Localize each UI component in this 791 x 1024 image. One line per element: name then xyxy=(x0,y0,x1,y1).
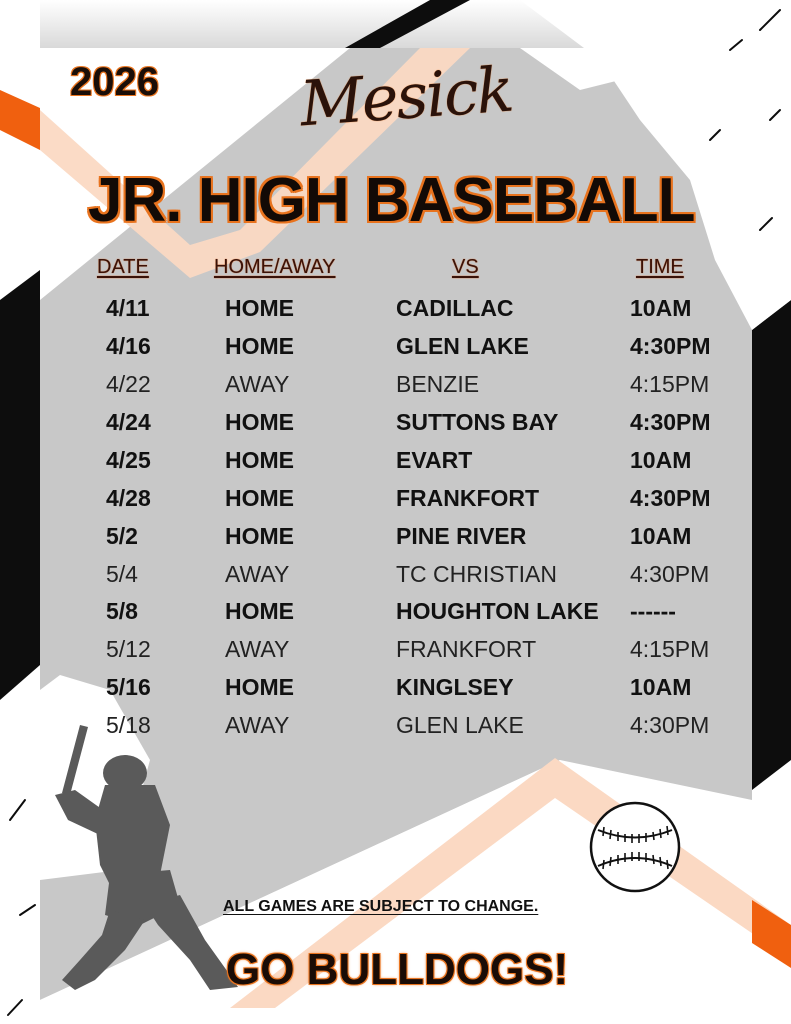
column-header-time: TIME xyxy=(636,256,684,278)
game-time: 4:15PM xyxy=(630,636,710,662)
column-header-date: DATE xyxy=(97,256,149,278)
game-time: 4:30PM xyxy=(630,333,711,359)
game-date: 4/24 xyxy=(106,409,151,435)
game-time: ------ xyxy=(630,598,676,624)
table-row xyxy=(0,295,791,333)
game-opponent: BENZIE xyxy=(396,371,480,397)
game-date: 4/22 xyxy=(106,371,151,397)
team-cheer: GO BULLDOGS! xyxy=(226,945,569,994)
schedule-disclaimer: ALL GAMES ARE SUBJECT TO CHANGE. xyxy=(223,898,539,915)
game-location: AWAY xyxy=(225,561,290,587)
table-row xyxy=(0,674,791,712)
game-date: 4/16 xyxy=(106,333,151,359)
table-row xyxy=(0,333,791,371)
table-row xyxy=(0,636,791,674)
game-time: 4:30PM xyxy=(630,485,711,511)
game-date: 5/16 xyxy=(106,674,151,700)
game-location: HOME xyxy=(225,523,294,549)
game-time: 10AM xyxy=(630,674,692,700)
game-opponent: GLEN LAKE xyxy=(396,712,524,738)
game-opponent: FRANKFORT xyxy=(396,485,540,511)
game-opponent: EVART xyxy=(396,447,473,473)
game-date: 5/2 xyxy=(106,523,138,549)
game-location: HOME xyxy=(225,598,294,624)
game-opponent: SUTTONS BAY xyxy=(396,409,559,435)
season-year: 2026 xyxy=(70,60,159,104)
game-time: 4:30PM xyxy=(630,712,710,738)
table-row xyxy=(0,485,791,523)
game-date: 4/25 xyxy=(106,447,151,473)
batter-silhouette-icon xyxy=(40,725,250,1005)
column-header-home-away: HOME/AWAY xyxy=(214,256,336,278)
game-date: 5/18 xyxy=(106,712,151,738)
school-name: Mesick xyxy=(297,52,515,141)
table-row xyxy=(0,561,791,599)
game-location: HOME xyxy=(225,485,294,511)
game-opponent: HOUGHTON LAKE xyxy=(396,598,599,624)
game-time: 10AM xyxy=(630,295,692,321)
table-row xyxy=(0,598,791,636)
game-date: 5/4 xyxy=(106,561,138,587)
game-date: 5/8 xyxy=(106,598,138,624)
game-opponent: PINE RIVER xyxy=(396,523,527,549)
baseball-icon xyxy=(588,800,682,894)
game-opponent: GLEN LAKE xyxy=(396,333,529,359)
game-date: 4/11 xyxy=(106,295,150,321)
game-location: HOME xyxy=(225,333,294,359)
game-time: 4:30PM xyxy=(630,409,711,435)
game-location: AWAY xyxy=(225,636,290,662)
table-row xyxy=(0,523,791,561)
game-date: 4/28 xyxy=(106,485,151,511)
game-time: 4:30PM xyxy=(630,561,710,587)
game-opponent: TC CHRISTIAN xyxy=(396,561,557,587)
game-location: AWAY xyxy=(225,712,290,738)
game-time: 10AM xyxy=(630,447,692,473)
table-row xyxy=(0,409,791,447)
game-location: HOME xyxy=(225,295,294,321)
game-time: 10AM xyxy=(630,523,692,549)
game-location: HOME xyxy=(225,409,294,435)
flyer-title: JR. HIGH BASEBALL xyxy=(88,166,695,235)
game-opponent: FRANKFORT xyxy=(396,636,537,662)
game-opponent: CADILLAC xyxy=(396,295,514,321)
game-opponent: KINGLSEY xyxy=(396,674,514,700)
game-location: AWAY xyxy=(225,371,290,397)
game-time: 4:15PM xyxy=(630,371,710,397)
game-date: 5/12 xyxy=(106,636,151,662)
game-location: HOME xyxy=(225,674,294,700)
column-header-vs: VS xyxy=(452,256,479,278)
table-row xyxy=(0,447,791,485)
table-row xyxy=(0,371,791,409)
game-location: HOME xyxy=(225,447,294,473)
